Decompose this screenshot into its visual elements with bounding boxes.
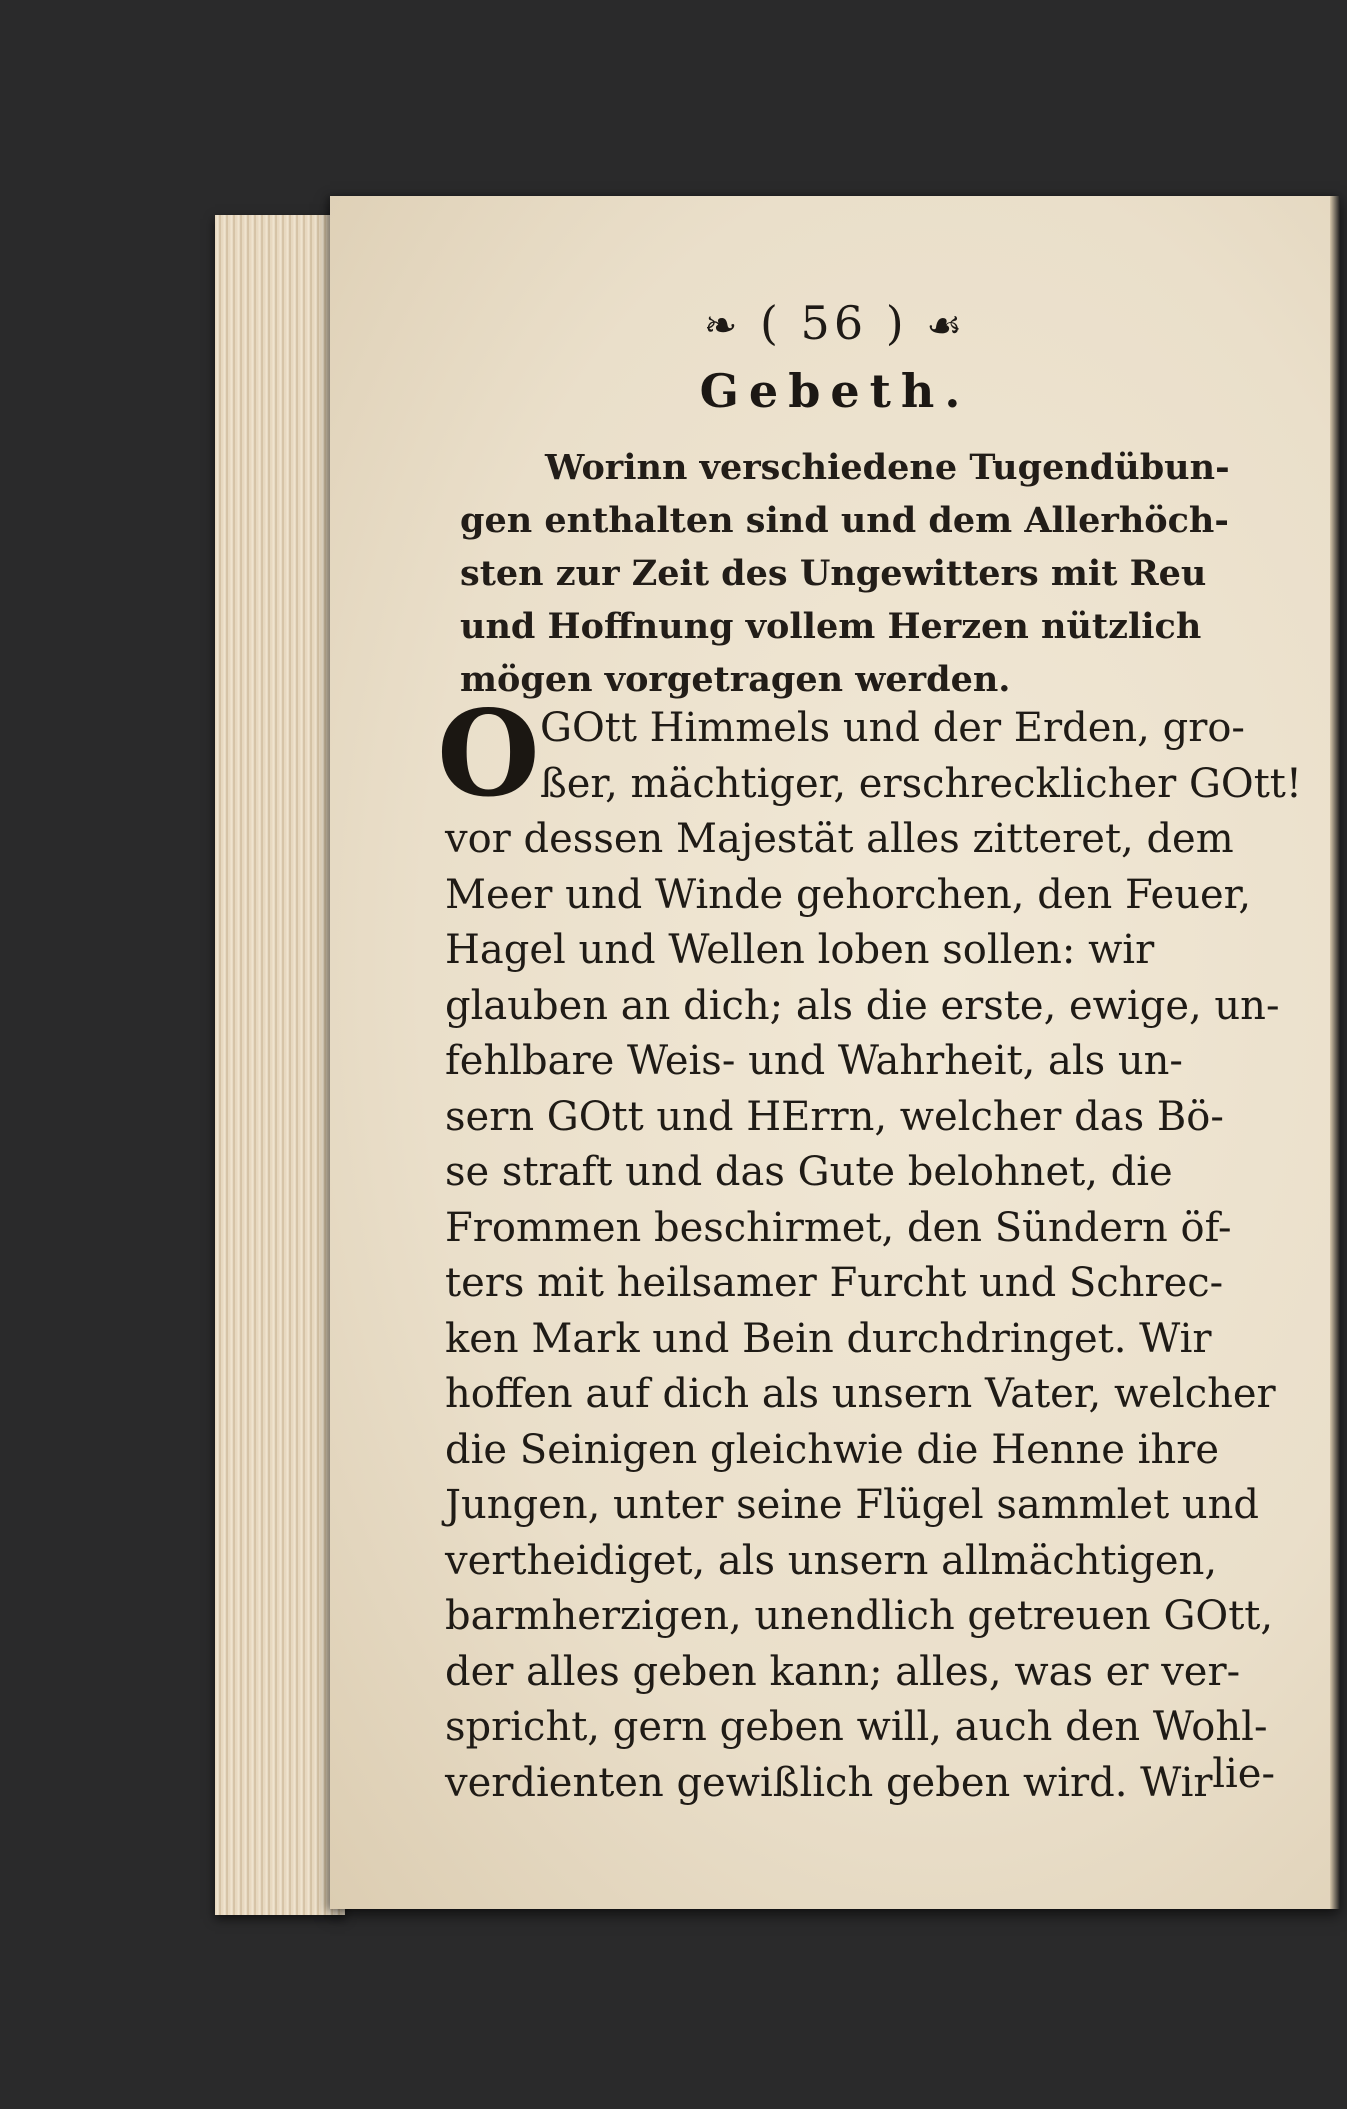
body-line: der alles geben kann; alles, was er ver- bbox=[445, 1648, 1241, 1695]
body-line: fehlbare Weis- und Wahrheit, als un- bbox=[445, 1038, 1183, 1084]
body-line: verdienten gewißlich geben wird. Wir bbox=[445, 1759, 1213, 1806]
intro-line: mögen vorgetragen werden. bbox=[460, 659, 1011, 700]
body-line: ßer, mächtiger, erschrecklicher GOtt! bbox=[540, 760, 1302, 807]
body-line: sern GOtt und HErrn, welcher das Bö- bbox=[445, 1093, 1224, 1140]
body-line: Meer und Winde gehorchen, den Feuer, bbox=[445, 871, 1252, 918]
body-line: hoffen auf dich als unsern Vater, welcher bbox=[445, 1371, 1276, 1417]
body-line: vor dessen Majestät alles zitteret, dem bbox=[445, 816, 1234, 862]
body-line: se straft und das Gute belohnet, die bbox=[445, 1149, 1173, 1195]
body-line: ken Mark und Bein durchdringet. Wir bbox=[445, 1315, 1212, 1362]
prayer-body bbox=[437, 684, 1315, 1811]
intro-paragraph bbox=[460, 441, 1310, 706]
page-header bbox=[330, 296, 1340, 350]
intro-line: Worinn verschiedene Tugendübun- bbox=[545, 447, 1230, 488]
body-line: GOtt Himmels und der Erden, gro- bbox=[540, 705, 1245, 751]
body-line: Jungen, unter seine Flügel sammlet und bbox=[445, 1482, 1259, 1528]
book-page-stack bbox=[215, 215, 345, 1915]
section-title: Gebeth. bbox=[699, 364, 971, 418]
intro-line: und Hoffnung vollem Herzen nützlich bbox=[460, 606, 1202, 647]
drop-cap: O bbox=[437, 684, 540, 823]
ornament-right-icon: ☙ bbox=[926, 303, 967, 349]
intro-line: sten zur Zeit des Ungewitters mit Reu bbox=[460, 553, 1207, 594]
body-line: Frommen beschirmet, den Sündern öf- bbox=[445, 1204, 1232, 1251]
body-line: Hagel und Wellen loben sollen: wir bbox=[445, 927, 1155, 973]
body-line: spricht, gern geben will, auch den Wohl- bbox=[445, 1704, 1268, 1750]
body-line: barmherzigen, unendlich getreuen GOtt, bbox=[445, 1593, 1274, 1639]
ornament-left-icon: ❧ bbox=[703, 303, 742, 349]
intro-line: gen enthalten sind und dem Allerhöch- bbox=[460, 500, 1229, 541]
page-edge-shadow bbox=[1330, 196, 1340, 1909]
body-line: ters mit heilsamer Furcht und Schrec- bbox=[445, 1260, 1224, 1306]
body-line: vertheidiget, als unsern allmächtigen, bbox=[445, 1537, 1218, 1584]
page-number: ( 56 ) bbox=[759, 296, 908, 350]
catchword: lie- bbox=[1212, 1751, 1275, 1797]
book-page bbox=[330, 196, 1340, 1909]
body-line: glauben an dich; als die erste, ewige, un- bbox=[445, 982, 1280, 1029]
body-line: die Seinigen gleichwie die Henne ihre bbox=[445, 1426, 1220, 1473]
